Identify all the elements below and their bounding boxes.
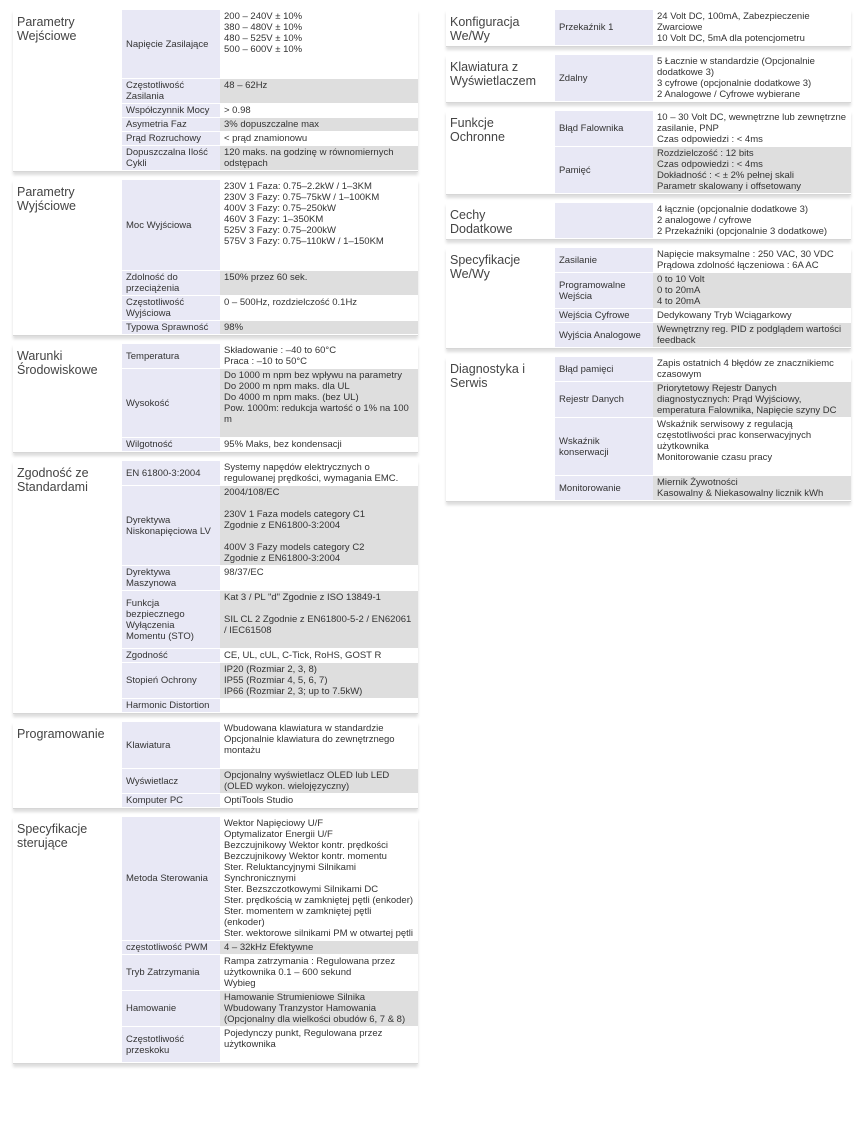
section-title: Warunki Środowiskowe bbox=[17, 349, 98, 377]
spec-row bbox=[555, 309, 851, 323]
spec-value-line: 150% przez 60 sek. bbox=[224, 272, 308, 283]
spec-value bbox=[220, 296, 418, 321]
spec-value-line: Zgodnie z EN61800-3:2004 bbox=[224, 520, 341, 531]
spec-label: Dyrektywa Niskonapięciowa LV bbox=[122, 486, 220, 566]
spec-row bbox=[122, 991, 418, 1027]
spec-label: Częstotliwość przeskoku bbox=[122, 1027, 220, 1063]
spec-value-line: 400V 3 Fazy: 0.75–250kW bbox=[224, 203, 336, 214]
spec-value-line: IP55 (Rozmiar 4, 5, 6, 7) bbox=[224, 675, 328, 686]
spec-label: Klawiatura bbox=[122, 722, 220, 769]
left-column bbox=[13, 10, 418, 1072]
spec-value bbox=[220, 722, 418, 769]
spec-row bbox=[555, 10, 851, 46]
spec-row bbox=[555, 111, 851, 147]
spec-row bbox=[122, 817, 418, 941]
spec-label: częstotliwość PWM bbox=[122, 941, 220, 955]
spec-value-line: 480 – 525V ± 10% bbox=[224, 33, 303, 44]
section-funkcje-ochronne bbox=[446, 111, 851, 195]
spec-label: Moc Wyjściowa bbox=[122, 180, 220, 271]
spec-value-line: 230V 3 Fazy: 0.75–75kW / 1–100KM bbox=[224, 192, 380, 203]
spec-value-line: Wbudowana klawiatura w standardzie bbox=[224, 723, 384, 734]
spec-value-line: Pow. 1000m: redukcja wartość o 1% na 100 m bbox=[224, 403, 409, 425]
section-parametry-wejsciowe bbox=[13, 10, 418, 172]
spec-value bbox=[220, 486, 418, 566]
spec-value-line: 0 to 20mA bbox=[657, 285, 701, 296]
spec-value bbox=[220, 1027, 418, 1063]
spec-value bbox=[220, 955, 418, 991]
spec-row bbox=[122, 1027, 418, 1063]
spec-value bbox=[220, 794, 418, 808]
spec-label: Wilgotność bbox=[122, 438, 220, 452]
spec-row bbox=[555, 323, 851, 348]
spec-label: Asymetria Faz bbox=[122, 118, 220, 132]
spec-value bbox=[220, 369, 418, 438]
right-column bbox=[446, 10, 851, 510]
section-specyfikacje-we-wy bbox=[446, 248, 851, 349]
spec-label: Harmonic Distortion bbox=[122, 699, 220, 713]
spec-value-line: Pojedynczy punkt, Regulowana przez użytkownika bbox=[224, 1028, 383, 1050]
spec-row bbox=[122, 271, 418, 296]
spec-value-line: 95% Maks, bez kondensacji bbox=[224, 439, 342, 450]
spec-label: Dopuszczalna Ilość Cykli bbox=[122, 146, 220, 171]
spec-value bbox=[653, 382, 851, 418]
spec-value bbox=[653, 55, 851, 102]
spec-value-line: Priorytetowy Rejestr Danych diagnostycznych: Prąd Wyjściowy, emperatura Falownika, Napięcie szyny DC bbox=[657, 383, 837, 416]
section-title: Klawiatura z Wyświetlaczem bbox=[450, 60, 537, 88]
spec-label: Błąd Falownika bbox=[555, 111, 653, 147]
spec-row bbox=[122, 955, 418, 991]
spec-value-line: 200 – 240V ± 10% bbox=[224, 11, 303, 22]
spec-rows bbox=[121, 461, 418, 713]
spec-value-line: Opcjonalny wyświetlacz OLED lub LED (OLED wykon. wielojęzyczny) bbox=[224, 770, 390, 792]
spec-row bbox=[555, 273, 851, 309]
spec-value bbox=[220, 118, 418, 132]
spec-value-line: Parametr skalowany i offsetowany bbox=[657, 181, 801, 192]
spec-label: Wysokość bbox=[122, 369, 220, 438]
spec-rows bbox=[121, 722, 418, 808]
spec-value-line: > 0.98 bbox=[224, 105, 251, 116]
section-konfiguracja-we-wy bbox=[446, 10, 851, 47]
spec-label: Współczynnik Mocy bbox=[122, 104, 220, 118]
spec-label: Pamięć bbox=[555, 147, 653, 194]
section-title: Zgodność ze Standardami bbox=[17, 466, 89, 494]
spec-row bbox=[122, 296, 418, 321]
spec-value-line: Do 2000 m npm maks. dla UL bbox=[224, 381, 350, 392]
spec-row bbox=[122, 722, 418, 769]
spec-label: Wejścia Cyfrowe bbox=[555, 309, 653, 323]
spec-value bbox=[653, 476, 851, 501]
spec-value bbox=[653, 10, 851, 46]
spec-value-line: 2 Przekaźniki (opcjonalnie 3 dodatkowe) bbox=[657, 226, 828, 237]
section-title: Cechy Dodatkowe bbox=[450, 208, 513, 236]
spec-value-line: SIL CL 2 Zgodnie z EN61800-5-2 / EN62061 / IEC61508 bbox=[224, 614, 412, 636]
spec-value-line: Rozdzielczość : 12 bits bbox=[657, 148, 754, 159]
spec-value bbox=[220, 132, 418, 146]
spec-value bbox=[220, 649, 418, 663]
spec-value-line: Zgodnie z EN61800-3:2004 bbox=[224, 553, 341, 564]
spec-value bbox=[653, 273, 851, 309]
spec-label: Przekaźnik 1 bbox=[555, 10, 653, 46]
spec-row bbox=[122, 699, 418, 713]
section-title: Konfiguracja We/Wy bbox=[450, 15, 520, 43]
spec-value bbox=[653, 357, 851, 382]
spec-value-line: 120 maks. na godzinę w równomiernych odstępach bbox=[224, 147, 394, 169]
spec-value-line bbox=[224, 603, 414, 614]
spec-label: Częstotliwość Wyjściowa bbox=[122, 296, 220, 321]
spec-label: Zgodność bbox=[122, 649, 220, 663]
section-parametry-wyjsciowe bbox=[13, 180, 418, 336]
spec-label: Wyświetlacz bbox=[122, 769, 220, 794]
spec-value-line: Praca : –10 to 50°C bbox=[224, 356, 308, 367]
spec-value-line: Kasowalny & Niekasowalny licznik kWh bbox=[657, 488, 824, 499]
spec-label: Funkcja bezpiecznego Wyłączenia Momentu (STO) bbox=[122, 591, 220, 649]
spec-value-line: 5 Łacznie w standardzie (Opcjonalnie dodatkowe 3) bbox=[657, 56, 815, 78]
spec-value bbox=[220, 461, 418, 486]
spec-row bbox=[122, 591, 418, 649]
spec-value-line: 4 – 32kHz Efektywne bbox=[224, 942, 314, 953]
spec-label: Zasilanie bbox=[555, 248, 653, 273]
section-title: Diagnostyka i Serwis bbox=[450, 362, 526, 390]
spec-value bbox=[220, 321, 418, 335]
spec-value-line: Zapis ostatnich 4 błędów ze znacznikiemc czasowym bbox=[657, 358, 834, 380]
spec-label: Zdolność do przeciążenia bbox=[122, 271, 220, 296]
spec-row bbox=[122, 769, 418, 794]
spec-value-line: Kat 3 / PL "d" Zgodnie z ISO 13849-1 bbox=[224, 592, 381, 603]
spec-value-line: Wektor Napięciowy U/F bbox=[224, 818, 324, 829]
spec-value bbox=[220, 146, 418, 171]
spec-rows bbox=[554, 55, 851, 102]
spec-label: Napięcie Zasilające bbox=[122, 10, 220, 79]
spec-row bbox=[122, 104, 418, 118]
spec-value-line: 98% bbox=[224, 322, 244, 333]
section-zgodnosc-ze-standardami bbox=[13, 461, 418, 714]
spec-value-line: Składowanie : –40 to 60°C bbox=[224, 345, 337, 356]
spec-value-line: 230V 1 Faza: 0.75–2.2kW / 1–3KM bbox=[224, 181, 372, 192]
spec-value-line: 0 – 500Hz, rozdzielczość 0.1Hz bbox=[224, 297, 358, 308]
section-title: Parametry Wejściowe bbox=[17, 15, 77, 43]
section-diagnostyka-i-serwis bbox=[446, 357, 851, 502]
spec-value-line: 10 – 30 Volt DC, wewnętrzne lub zewnętrzne zasilanie, PNP bbox=[657, 112, 847, 134]
spec-value bbox=[653, 248, 851, 273]
section-programowanie bbox=[13, 722, 418, 809]
spec-value-line: 3 cyfrowe (opcjonalnie dodatkowe 3) bbox=[657, 78, 812, 89]
spec-value-line: Wskaźnik serwisowy z regulacją częstotliwości prac konserwacyjnych użytkownika bbox=[657, 419, 812, 452]
spec-value-line: 400V 3 Fazy models category C2 bbox=[224, 542, 365, 553]
spec-row bbox=[122, 649, 418, 663]
spec-value-line: 380 – 480V ± 10% bbox=[224, 22, 303, 33]
spec-label: Błąd pamięci bbox=[555, 357, 653, 382]
spec-value-line: Czas odpowiedzi : < 4ms bbox=[657, 134, 763, 145]
spec-label: Stopień Ochrony bbox=[122, 663, 220, 699]
spec-value-line: 4 to 20mA bbox=[657, 296, 701, 307]
spec-label: Dyrektywa Maszynowa bbox=[122, 566, 220, 591]
spec-value bbox=[220, 991, 418, 1027]
spec-value-line: 24 Volt DC, 100mA, Zabezpieczenie Zwarciowe bbox=[657, 11, 810, 33]
spec-value-line: Bezczujnikowy Wektor kontr. prędkości bbox=[224, 840, 389, 851]
spec-value-line: Hamowanie Strumieniowe Silnika bbox=[224, 992, 365, 1003]
spec-value-line: IP20 (Rozmiar 2, 3, 8) bbox=[224, 664, 317, 675]
spec-value-line bbox=[224, 531, 414, 542]
spec-value-line: Do 4000 m npm maks. (bez UL) bbox=[224, 392, 359, 403]
spec-value-line: Wbudowany Tranzystor Hamowania (Opcjonalny dla wielkości obudów 6, 7 & 8) bbox=[224, 1003, 406, 1025]
spec-value-line: Systemy napędów elektrycznych o regulowanej prędkości, wymagania EMC. bbox=[224, 462, 399, 484]
spec-value bbox=[653, 323, 851, 348]
spec-rows bbox=[121, 817, 418, 1063]
section-specyfikacje-sterujace bbox=[13, 817, 418, 1064]
spec-value-line: 2 Analogowe / Cyfrowe wybierane bbox=[657, 89, 801, 100]
spec-label: Wskaźnik konserwacji bbox=[555, 418, 653, 476]
spec-value bbox=[220, 817, 418, 941]
section-warunki-srodowiskowe bbox=[13, 344, 418, 453]
spec-row bbox=[122, 132, 418, 146]
spec-value-line: OptiTools Studio bbox=[224, 795, 294, 806]
spec-row bbox=[122, 180, 418, 271]
spec-row bbox=[122, 486, 418, 566]
spec-value-line: Napięcie maksymalne : 250 VAC, 30 VDC bbox=[657, 249, 834, 260]
spec-value-line: 230V 1 Faza models category C1 bbox=[224, 509, 365, 520]
spec-value bbox=[220, 699, 418, 713]
spec-value-line bbox=[224, 700, 414, 711]
spec-value-line: 48 – 62Hz bbox=[224, 80, 268, 91]
spec-row bbox=[555, 418, 851, 476]
spec-row bbox=[122, 344, 418, 369]
section-klawiatura-z-wyswietlaczem bbox=[446, 55, 851, 103]
spec-value-line: Bezczujnikowy Wektor kontr. momentu bbox=[224, 851, 387, 862]
spec-value bbox=[653, 147, 851, 194]
spec-value-line: IP66 (Rozmiar 2, 3; up to 7.5kW) bbox=[224, 686, 363, 697]
spec-value-line: 460V 3 Fazy: 1–350KM bbox=[224, 214, 324, 225]
section-title: Specyfikacje sterujące bbox=[17, 822, 88, 850]
spec-value-line: Monitorowanie czasu pracy bbox=[657, 452, 773, 463]
spec-row bbox=[122, 79, 418, 104]
spec-rows bbox=[554, 203, 851, 239]
spec-row bbox=[555, 55, 851, 102]
spec-label: Prąd Rozruchowy bbox=[122, 132, 220, 146]
spec-value-line: Rampa zatrzymania : Regulowana przez użytkownika 0.1 – 600 sekund bbox=[224, 956, 396, 978]
spec-row bbox=[122, 794, 418, 808]
spec-value-line: Opcjonalnie klawiatura do zewnętrznego montażu bbox=[224, 734, 395, 756]
spec-label bbox=[555, 203, 653, 239]
spec-value-line: Ster. Bezszczotkowymi Silnikami DC bbox=[224, 884, 379, 895]
spec-row bbox=[122, 369, 418, 438]
spec-label: Monitorowanie bbox=[555, 476, 653, 501]
spec-value bbox=[653, 418, 851, 476]
spec-value-line: 4 łącznie (opcjonalnie dodatkowe 3) bbox=[657, 204, 809, 215]
spec-row bbox=[122, 941, 418, 955]
spec-value bbox=[220, 10, 418, 79]
spec-row bbox=[122, 118, 418, 132]
section-title: Funkcje Ochronne bbox=[450, 116, 505, 144]
spec-rows bbox=[121, 10, 418, 171]
spec-value-line: 525V 3 Fazy: 0.75–200kW bbox=[224, 225, 336, 236]
section-title: Specyfikacje We/Wy bbox=[450, 253, 521, 281]
spec-value-line: Dokładność : < ± 2% pełnej skali bbox=[657, 170, 794, 181]
spec-rows bbox=[554, 111, 851, 194]
spec-row bbox=[122, 10, 418, 79]
spec-label: Zdalny bbox=[555, 55, 653, 102]
spec-value-line: Prądowa zdolność łączeniowa : 6A AC bbox=[657, 260, 819, 271]
spec-value bbox=[220, 104, 418, 118]
spec-value bbox=[220, 591, 418, 649]
spec-value-line: 2 analogowe / cyfrowe bbox=[657, 215, 752, 226]
spec-value bbox=[653, 203, 851, 239]
spec-value-line: 2004/108/EC bbox=[224, 487, 280, 498]
spec-label: Metoda Sterowania bbox=[122, 817, 220, 941]
spec-row bbox=[555, 248, 851, 273]
spec-value bbox=[220, 180, 418, 271]
spec-label: Typowa Sprawność bbox=[122, 321, 220, 335]
spec-row bbox=[555, 476, 851, 501]
spec-label: Wyjścia Analogowe bbox=[555, 323, 653, 348]
spec-row bbox=[555, 147, 851, 194]
spec-rows bbox=[554, 10, 851, 46]
spec-label: Komputer PC bbox=[122, 794, 220, 808]
spec-value-line: Miernik Żywotności bbox=[657, 477, 738, 488]
spec-label: EN 61800-3:2004 bbox=[122, 461, 220, 486]
spec-rows bbox=[554, 357, 851, 501]
spec-row bbox=[555, 203, 851, 239]
spec-value-line: Czas odpowiedzi : < 4ms bbox=[657, 159, 763, 170]
spec-value-line: 500 – 600V ± 10% bbox=[224, 44, 303, 55]
spec-rows bbox=[121, 344, 418, 452]
spec-value-line: 0 to 10 Volt bbox=[657, 274, 705, 285]
spec-value bbox=[653, 111, 851, 147]
spec-row bbox=[555, 382, 851, 418]
spec-value bbox=[220, 663, 418, 699]
spec-row bbox=[122, 438, 418, 452]
spec-label: Hamowanie bbox=[122, 991, 220, 1027]
spec-label: Programowalne Wejścia bbox=[555, 273, 653, 309]
spec-row bbox=[122, 321, 418, 335]
spec-value bbox=[220, 79, 418, 104]
section-title: Programowanie bbox=[17, 727, 105, 741]
spec-row bbox=[122, 146, 418, 171]
spec-value-line: < prąd znamionowu bbox=[224, 133, 308, 144]
spec-value-line: Ster. momentem w zamkniętej pętli (enkoder) bbox=[224, 906, 372, 928]
spec-value-line: Wewnętrzny reg. PID z podglądem wartości feedback bbox=[657, 324, 842, 346]
spec-value bbox=[220, 271, 418, 296]
spec-value-line: 575V 3 Fazy: 0.75–110kW / 1–150KM bbox=[224, 236, 384, 247]
spec-label: Tryb Zatrzymania bbox=[122, 955, 220, 991]
spec-value-line: CE, UL, cUL, C-Tick, RoHS, GOST R bbox=[224, 650, 382, 661]
spec-value-line: Ster. Reluktancyjnymi Silnikami Synchronicznymi bbox=[224, 862, 356, 884]
spec-value-line bbox=[224, 498, 414, 509]
spec-row bbox=[555, 357, 851, 382]
spec-value-line: Wybieg bbox=[224, 978, 256, 989]
section-cechy-dodatkowe bbox=[446, 203, 851, 240]
spec-label: Częstotliwość Zasilania bbox=[122, 79, 220, 104]
spec-value-line: Ster. prędkością w zamkniętej pętli (enkoder) bbox=[224, 895, 414, 906]
spec-row bbox=[122, 566, 418, 591]
spec-value-line: Optymalizator Energii U/F bbox=[224, 829, 333, 840]
spec-value-line: Ster. wektorowe silnikami PM w otwartej pętli bbox=[224, 928, 414, 939]
spec-value bbox=[220, 344, 418, 369]
spec-value-line: 10 Volt DC, 5mA dla potencjometru bbox=[657, 33, 805, 44]
spec-value bbox=[220, 769, 418, 794]
section-title: Parametry Wyjściowe bbox=[17, 185, 76, 213]
spec-value-line: 98/37/EC bbox=[224, 567, 264, 578]
spec-value bbox=[220, 438, 418, 452]
spec-label: Temperatura bbox=[122, 344, 220, 369]
spec-value-line: Do 1000 m npm bez wpływu na parametry bbox=[224, 370, 402, 381]
spec-row bbox=[122, 663, 418, 699]
spec-value-line: 3% dopuszczalne max bbox=[224, 119, 320, 130]
spec-value-line: Dedykowany Tryb Wciągarkowy bbox=[657, 310, 792, 321]
spec-value bbox=[220, 566, 418, 591]
spec-value bbox=[653, 309, 851, 323]
spec-row bbox=[122, 461, 418, 486]
spec-value bbox=[220, 941, 418, 955]
spec-label: Rejestr Danych bbox=[555, 382, 653, 418]
spec-rows bbox=[121, 180, 418, 335]
spec-rows bbox=[554, 248, 851, 348]
